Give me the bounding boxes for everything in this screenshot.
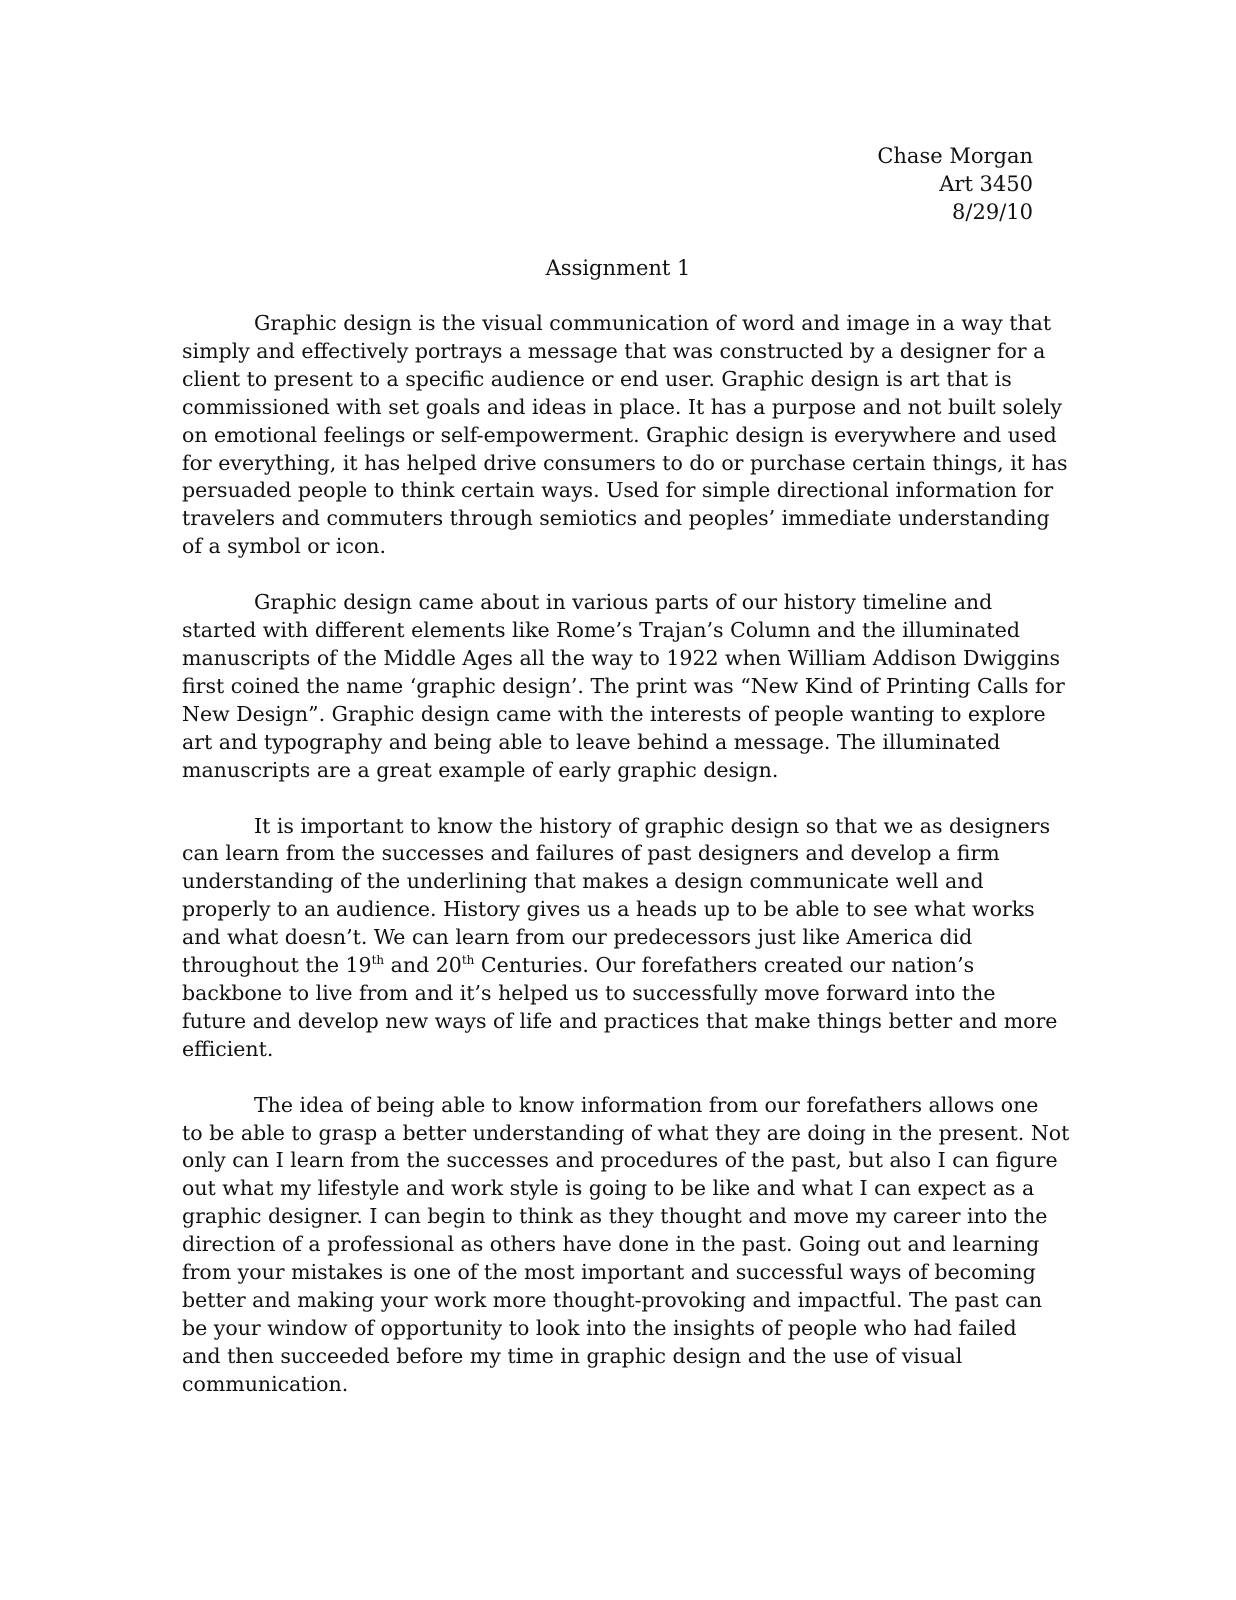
text-line: only can I learn from the successes and procedures of the past, but also I can figure [182,1148,1058,1173]
document-title: Assignment 1 [545,256,691,280]
text-line: started with different elements like Rome’s Trajan’s Column and the illuminated [182,618,1020,643]
text-line: communication. [182,1371,349,1396]
text-line: simply and effectively portrays a message that was constructed by a designer for a [182,338,1046,363]
text-line: It is important to know the history of graphic design so that we as designers [254,813,1051,838]
text-line: Graphic design is the visual communication of word and image in a way that [254,311,1052,335]
document-body [182,310,1070,1427]
text-line: persuaded people to think certain ways. Used for simple directional information for [182,478,1054,503]
text-line: from your mistakes is one of the most important and successful ways of becoming [182,1260,1036,1285]
text-line: direction of a professional as others have done in the past. Going out and learning [182,1232,1040,1257]
text-line: backbone to live from and it’s helped us to successfully move forward into the [182,980,996,1005]
document-date: 8/29/10 [952,200,1033,224]
author-header [877,142,1033,226]
text-line: future and develop new ways of life and practices that make things better and more [182,1008,1058,1033]
paragraph-1 [182,310,1068,561]
text-line: understanding of the underlining that makes a design communicate well and [182,869,984,894]
text-line: Graphic design came about in various parts of our history timeline and [254,590,993,615]
author-name: Chase Morgan [877,144,1033,168]
course-number: Art 3450 [939,172,1033,196]
text-line: graphic designer. I can begin to think as they thought and move my career into the [182,1204,1048,1229]
text-line: for everything, it has helped drive consumers to do or purchase certain things, it has [182,450,1068,475]
century-middle: and 20 [384,953,462,978]
text-line: efficient. [182,1036,274,1061]
text-line: of a symbol or icon. [182,534,387,559]
text-line: The idea of being able to know information from our forefathers allows one [254,1092,1039,1117]
text-line: can learn from the successes and failures of past designers and develop a firm [182,841,1000,866]
text-line: art and typography and being able to leave behind a message. The illuminated [182,729,1001,754]
text-line: better and making your work more thought-provoking and impactful. The past can [182,1288,1043,1312]
text-line: and what doesn’t. We can learn from our predecessors just like America did [182,925,973,950]
text-line: travelers and commuters through semiotics and peoples’ immediate understanding [182,506,1050,531]
century-before: throughout the 19 [182,953,372,978]
text-line: be your window of opportunity to look into the insights of people who had failed [182,1315,1017,1340]
text-line: commissioned with set goals and ideas in place. It has a purpose and not built solely [182,394,1062,419]
paragraph-4 [182,1092,1070,1399]
text-line: first coined the name ‘graphic design’. The print was “New Kind of Printing Calls for [182,673,1065,698]
text-line-centuries [182,952,1042,980]
text-line: New Design”. Graphic design came with the interests of people wanting to explore [182,701,1046,726]
text-line: manuscripts are a great example of early graphic design. [182,757,779,782]
text-line: client to present to a specific audience or end user. Graphic design is art that is [182,366,1012,391]
text-line: properly to an audience. History gives us a heads up to be able to see what works [182,897,1035,922]
paragraph-2 [182,589,1065,784]
text-line: and then succeeded before my time in graphic design and the use of visual [182,1343,963,1368]
ordinal-suffix: th [461,953,475,968]
century-after: Centuries. Our forefathers created our nation’s [474,953,975,978]
text-line: on emotional feelings or self-empowerment. Graphic design is everywhere and used [182,422,1057,447]
text-line: to be able to grasp a better understanding of what they are doing in the present. Not [182,1120,1070,1145]
text-line: manuscripts of the Middle Ages all the way to 1922 when William Addison Dwiggins [182,645,1061,670]
paragraph-3 [182,813,1058,1064]
text-line: out what my lifestyle and work style is going to be like and what I can expect as a [182,1176,1035,1201]
ordinal-suffix: th [371,953,385,968]
